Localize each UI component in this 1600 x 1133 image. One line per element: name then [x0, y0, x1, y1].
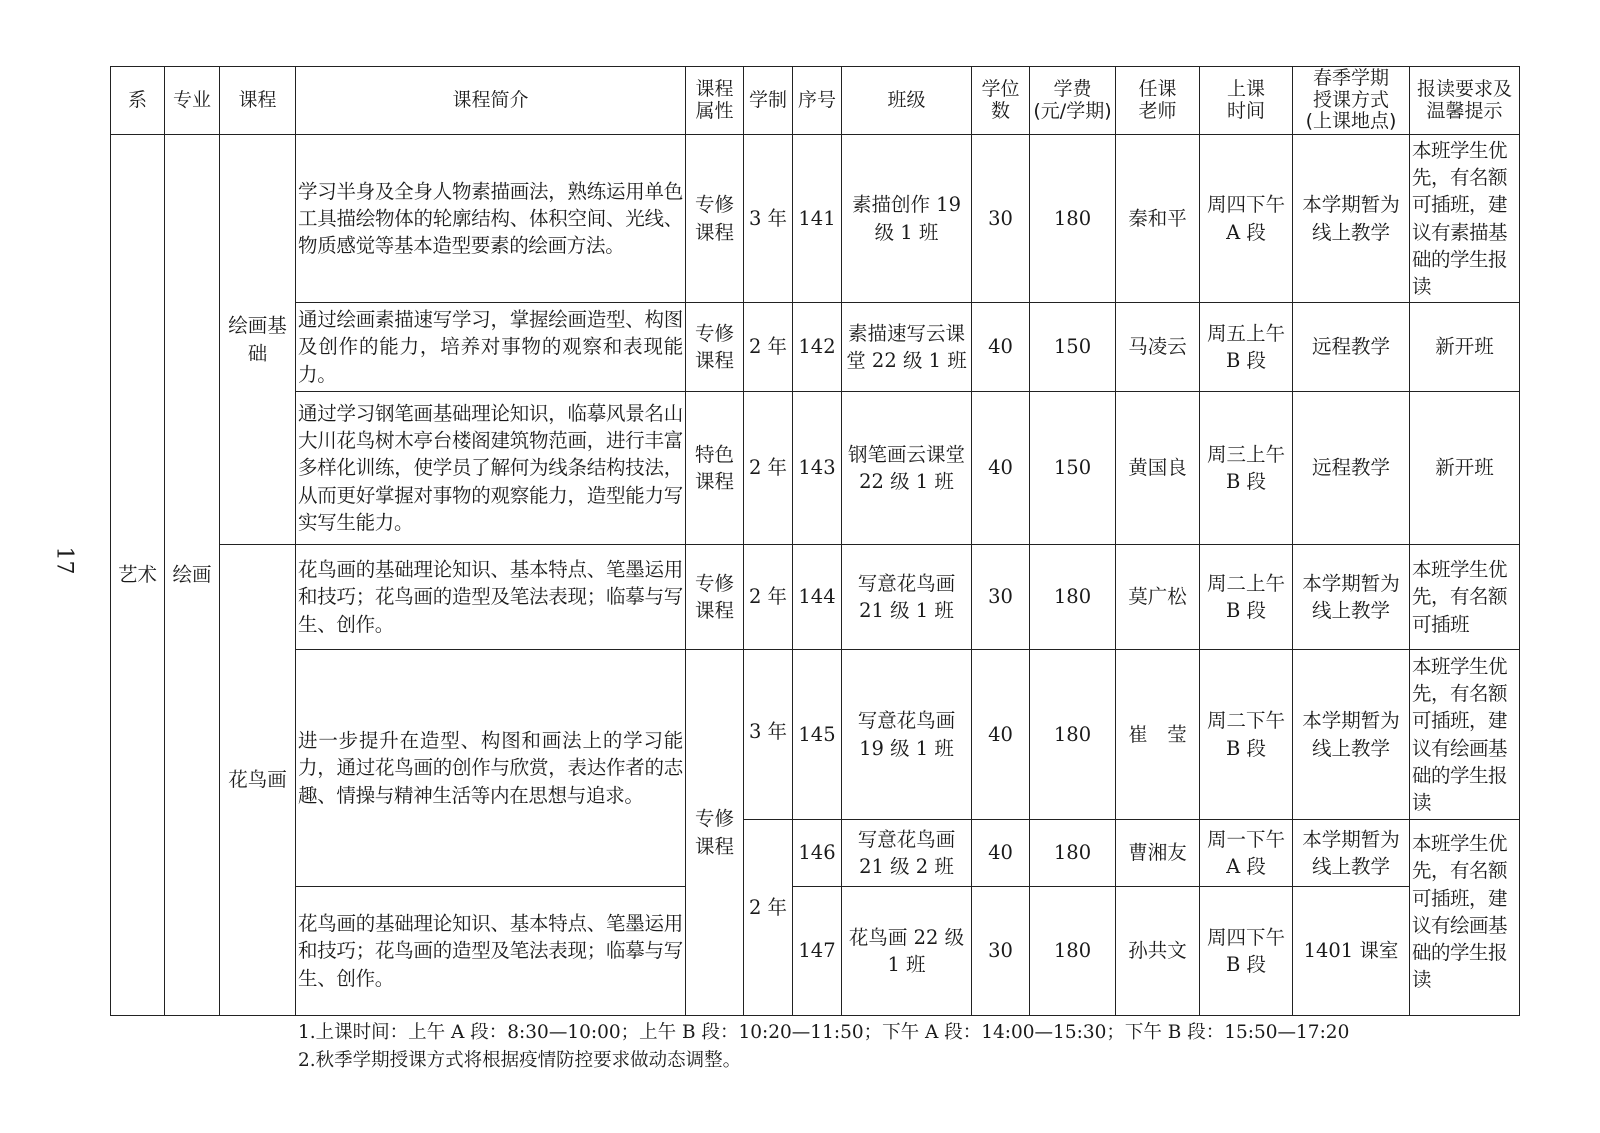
mode-cell: 远程教学 [1293, 392, 1410, 545]
teacher-cell: 莫广松 [1116, 545, 1200, 650]
req-cell: 本班学生优先，有名额可插班 [1410, 545, 1520, 650]
time-cell: 周一下午 A 段 [1200, 820, 1293, 887]
mode-cell: 远程教学 [1293, 303, 1410, 392]
fee-cell: 180 [1030, 135, 1116, 303]
fee-cell: 150 [1030, 392, 1116, 545]
intro-cell: 进一步提升在造型、构图和画法上的学习能力，通过花鸟画的创作与欣赏，表达作者的志趣、情操与精神生活等内在思想与追求。 [296, 650, 686, 887]
header-dept: 系 [111, 67, 165, 135]
duration-cell: 2 年 [744, 392, 793, 545]
course-cell: 花鸟画 [220, 545, 296, 1016]
intro-cell: 花鸟画的基础理论知识、基本特点、笔墨运用和技巧；花鸟画的造型及笔法表现；临摹与写生、创作。 [296, 545, 686, 650]
intro-cell: 通过绘画素描速写学习，掌握绘画造型、构图及创作的能力，培养对事物的观察和表现能力。 [296, 303, 686, 392]
dept-cell: 艺术 [111, 135, 165, 1016]
course-cell: 绘画基础 [220, 135, 296, 545]
teacher-cell: 孙共文 [1116, 887, 1200, 1016]
seats-cell: 40 [972, 650, 1030, 820]
header-mode: 春季学期 授课方式 (上课地点) [1293, 67, 1410, 135]
fee-cell: 180 [1030, 820, 1116, 887]
header-class: 班级 [842, 67, 972, 135]
table-row [111, 887, 1520, 1016]
attr-cell: 特色课程 [686, 392, 744, 545]
seq-cell: 144 [793, 545, 842, 650]
teacher-cell: 秦和平 [1116, 135, 1200, 303]
time-cell: 周五上午 B 段 [1200, 303, 1293, 392]
mode-cell: 1401 课室 [1293, 887, 1410, 1016]
header-duration: 学制 [744, 67, 793, 135]
fee-cell: 180 [1030, 650, 1116, 820]
fee-cell: 150 [1030, 303, 1116, 392]
mode-cell: 本学期暂为线上教学 [1293, 820, 1410, 887]
class-cell: 素描创作 19 级 1 班 [842, 135, 972, 303]
class-cell: 写意花鸟画 21 级 1 班 [842, 545, 972, 650]
course-table [110, 66, 1520, 1016]
attr-cell: 专修课程 [686, 135, 744, 303]
teacher-cell: 曹湘友 [1116, 820, 1200, 887]
duration-cell: 2 年 [744, 545, 793, 650]
seats-cell: 30 [972, 887, 1030, 1016]
header-req: 报读要求及 温馨提示 [1410, 67, 1520, 135]
time-cell: 周二上午 B 段 [1200, 545, 1293, 650]
seq-cell: 145 [793, 650, 842, 820]
mode-cell: 本学期暂为线上教学 [1293, 545, 1410, 650]
footnote: 1.上课时间：上午 A 段：8:30—10:00；上午 B 段：10:20—11:50；下午 A 段：14:00—15:30；下午 B 段：15:50—17:20 [298, 1022, 1350, 1043]
mode-cell: 本学期暂为线上教学 [1293, 650, 1410, 820]
header-teacher: 任课 老师 [1116, 67, 1200, 135]
teacher-cell: 马凌云 [1116, 303, 1200, 392]
teacher-cell: 黄国良 [1116, 392, 1200, 545]
header-fee: 学费 (元/学期) [1030, 67, 1116, 135]
header-attr: 课程 属性 [686, 67, 744, 135]
header-seq: 序号 [793, 67, 842, 135]
mode-cell: 本学期暂为线上教学 [1293, 135, 1410, 303]
seats-cell: 40 [972, 820, 1030, 887]
duration-cell: 3 年 [744, 135, 793, 303]
time-cell: 周二下午 B 段 [1200, 650, 1293, 820]
seq-cell: 146 [793, 820, 842, 887]
header-course: 课程 [220, 67, 296, 135]
intro-cell: 通过学习钢笔画基础理论知识，临摹风景名山大川花鸟树木亭台楼阁建筑物范画，进行丰富多样化训练，使学员了解何为线条结构技法，从而更好掌握对事物的观察能力，造型能力写实写生能力。 [296, 392, 686, 545]
seats-cell: 30 [972, 545, 1030, 650]
teacher-cell: 崔 莹 [1116, 650, 1200, 820]
header-intro: 课程简介 [296, 67, 686, 135]
seq-cell: 143 [793, 392, 842, 545]
fee-cell: 180 [1030, 887, 1116, 1016]
class-cell: 写意花鸟画 21 级 2 班 [842, 820, 972, 887]
seq-cell: 142 [793, 303, 842, 392]
table-row [111, 135, 1520, 303]
class-cell: 花鸟画 22 级 1 班 [842, 887, 972, 1016]
req-cell: 新开班 [1410, 392, 1520, 545]
seq-cell: 147 [793, 887, 842, 1016]
page-number: 17 [51, 546, 77, 575]
req-cell: 本班学生优先，有名额可插班，建议有绘画基础的学生报读 [1410, 820, 1520, 1016]
class-cell: 写意花鸟画 19 级 1 班 [842, 650, 972, 820]
seats-cell: 40 [972, 303, 1030, 392]
req-cell: 新开班 [1410, 303, 1520, 392]
duration-cell: 3 年 [744, 650, 793, 820]
header-time: 上课 时间 [1200, 67, 1293, 135]
footnote: 2.秋季学期授课方式将根据疫情防控要求做动态调整。 [298, 1050, 742, 1071]
attr-cell: 专修课程 [686, 650, 744, 1016]
intro-cell: 学习半身及全身人物素描画法，熟练运用单色工具描绘物体的轮廓结构、体积空间、光线、物质感觉等基本造型要素的绘画方法。 [296, 135, 686, 303]
attr-cell: 专修课程 [686, 545, 744, 650]
table-row [111, 303, 1520, 392]
header-row [111, 67, 1520, 135]
seats-cell: 40 [972, 392, 1030, 545]
duration-cell: 2 年 [744, 303, 793, 392]
table-row [111, 392, 1520, 545]
header-seats: 学位 数 [972, 67, 1030, 135]
major-cell: 绘画 [165, 135, 220, 1016]
seq-cell: 141 [793, 135, 842, 303]
time-cell: 周三上午 B 段 [1200, 392, 1293, 545]
class-cell: 钢笔画云课堂 22 级 1 班 [842, 392, 972, 545]
req-cell: 本班学生优先，有名额可插班，建议有绘画基础的学生报读 [1410, 650, 1520, 820]
time-cell: 周四下午 B 段 [1200, 887, 1293, 1016]
footnotes [298, 1019, 1349, 1075]
table-row [111, 545, 1520, 650]
fee-cell: 180 [1030, 545, 1116, 650]
seats-cell: 30 [972, 135, 1030, 303]
req-cell: 本班学生优先，有名额可插班，建议有素描基础的学生报读 [1410, 135, 1520, 303]
time-cell: 周四下午 A 段 [1200, 135, 1293, 303]
duration-cell: 2 年 [744, 820, 793, 1016]
attr-cell: 专修课程 [686, 303, 744, 392]
header-major: 专业 [165, 67, 220, 135]
intro-cell: 花鸟画的基础理论知识、基本特点、笔墨运用和技巧；花鸟画的造型及笔法表现；临摹与写生、创作。 [296, 887, 686, 1016]
class-cell: 素描速写云课堂 22 级 1 班 [842, 303, 972, 392]
table-row [111, 650, 1520, 820]
